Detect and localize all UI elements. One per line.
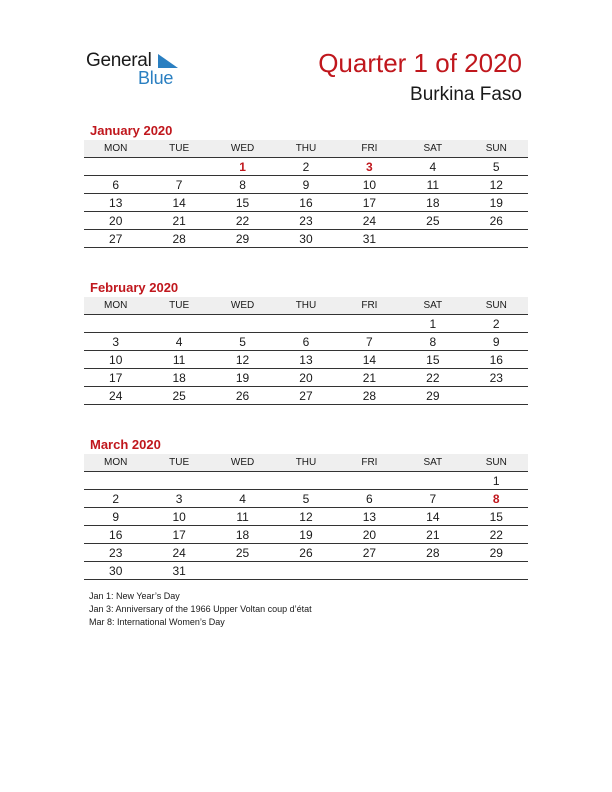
day-cell: 7 bbox=[338, 333, 401, 351]
empty-day-cell bbox=[211, 315, 274, 333]
day-cell: 18 bbox=[401, 194, 464, 212]
day-cell: 29 bbox=[465, 544, 528, 562]
day-cell: 3 bbox=[338, 158, 401, 176]
empty-day-cell bbox=[147, 472, 210, 490]
day-cell: 30 bbox=[84, 562, 147, 580]
day-cell: 6 bbox=[338, 490, 401, 508]
empty-day-cell bbox=[401, 562, 464, 580]
day-cell: 6 bbox=[84, 176, 147, 194]
day-cell: 6 bbox=[274, 333, 337, 351]
weekday-header: SAT bbox=[401, 454, 464, 472]
day-cell: 23 bbox=[465, 369, 528, 387]
day-cell: 3 bbox=[84, 333, 147, 351]
empty-day-cell bbox=[274, 315, 337, 333]
holiday-note: Mar 8: International Women’s Day bbox=[89, 617, 225, 627]
day-cell: 5 bbox=[211, 333, 274, 351]
logo-triangle-icon bbox=[156, 53, 180, 69]
logo bbox=[86, 50, 196, 90]
weekday-header: SUN bbox=[465, 454, 528, 472]
day-cell: 3 bbox=[147, 490, 210, 508]
holiday-notes bbox=[89, 590, 312, 629]
weekday-header: THU bbox=[274, 454, 337, 472]
day-cell: 4 bbox=[147, 333, 210, 351]
day-cell: 19 bbox=[465, 194, 528, 212]
weekday-header: WED bbox=[211, 140, 274, 158]
empty-day-cell bbox=[147, 315, 210, 333]
empty-day-cell bbox=[84, 315, 147, 333]
day-cell: 26 bbox=[211, 387, 274, 405]
month-block bbox=[84, 279, 528, 405]
empty-day-cell bbox=[211, 472, 274, 490]
day-cell: 2 bbox=[84, 490, 147, 508]
day-cell: 22 bbox=[401, 369, 464, 387]
week-row bbox=[84, 508, 528, 526]
day-cell: 20 bbox=[84, 212, 147, 230]
day-cell: 29 bbox=[211, 230, 274, 248]
day-cell: 21 bbox=[338, 369, 401, 387]
weekday-header: FRI bbox=[338, 297, 401, 315]
day-cell: 14 bbox=[147, 194, 210, 212]
day-cell: 25 bbox=[401, 212, 464, 230]
day-cell: 25 bbox=[211, 544, 274, 562]
week-row bbox=[84, 472, 528, 490]
day-cell: 2 bbox=[274, 158, 337, 176]
day-cell: 15 bbox=[401, 351, 464, 369]
week-row bbox=[84, 562, 528, 580]
day-cell: 24 bbox=[147, 544, 210, 562]
day-cell: 7 bbox=[401, 490, 464, 508]
month-block bbox=[84, 122, 528, 248]
day-cell: 13 bbox=[84, 194, 147, 212]
day-cell: 9 bbox=[84, 508, 147, 526]
day-cell: 23 bbox=[84, 544, 147, 562]
week-row bbox=[84, 230, 528, 248]
day-cell: 29 bbox=[401, 387, 464, 405]
day-cell: 5 bbox=[274, 490, 337, 508]
week-row bbox=[84, 369, 528, 387]
day-cell: 4 bbox=[211, 490, 274, 508]
month-title: February 2020 bbox=[90, 280, 179, 295]
weekday-header: SUN bbox=[465, 140, 528, 158]
day-cell: 22 bbox=[211, 212, 274, 230]
day-cell: 23 bbox=[274, 212, 337, 230]
day-cell: 26 bbox=[465, 212, 528, 230]
page-title: Quarter 1 of 2020 bbox=[318, 48, 522, 78]
empty-day-cell bbox=[401, 472, 464, 490]
day-cell: 18 bbox=[211, 526, 274, 544]
day-cell: 31 bbox=[147, 562, 210, 580]
day-cell: 21 bbox=[147, 212, 210, 230]
holiday-note: Jan 1: New Year’s Day bbox=[89, 591, 180, 601]
empty-day-cell bbox=[147, 158, 210, 176]
empty-day-cell bbox=[84, 158, 147, 176]
weekday-header: THU bbox=[274, 140, 337, 158]
empty-day-cell bbox=[401, 230, 464, 248]
day-cell: 2 bbox=[465, 315, 528, 333]
week-row bbox=[84, 158, 528, 176]
day-cell: 5 bbox=[465, 158, 528, 176]
weekday-header: MON bbox=[84, 297, 147, 315]
day-cell: 25 bbox=[147, 387, 210, 405]
day-cell: 13 bbox=[338, 508, 401, 526]
week-row bbox=[84, 212, 528, 230]
day-cell: 22 bbox=[465, 526, 528, 544]
empty-day-cell bbox=[338, 562, 401, 580]
day-cell: 27 bbox=[274, 387, 337, 405]
day-cell: 28 bbox=[338, 387, 401, 405]
day-cell: 27 bbox=[338, 544, 401, 562]
month-title: March 2020 bbox=[90, 437, 161, 452]
week-row bbox=[84, 490, 528, 508]
month-title: January 2020 bbox=[90, 123, 173, 138]
day-cell: 1 bbox=[211, 158, 274, 176]
day-cell: 16 bbox=[84, 526, 147, 544]
weekday-header: SAT bbox=[401, 140, 464, 158]
empty-day-cell bbox=[338, 315, 401, 333]
day-cell: 28 bbox=[401, 544, 464, 562]
week-row bbox=[84, 526, 528, 544]
day-cell: 12 bbox=[465, 176, 528, 194]
day-cell: 14 bbox=[401, 508, 464, 526]
day-cell: 24 bbox=[338, 212, 401, 230]
weekday-header: SAT bbox=[401, 297, 464, 315]
day-cell: 27 bbox=[84, 230, 147, 248]
weekday-header: WED bbox=[211, 297, 274, 315]
day-cell: 8 bbox=[401, 333, 464, 351]
day-cell: 19 bbox=[274, 526, 337, 544]
day-cell: 10 bbox=[84, 351, 147, 369]
month-grid bbox=[84, 140, 528, 248]
day-cell: 26 bbox=[274, 544, 337, 562]
month-grid bbox=[84, 454, 528, 580]
day-cell: 12 bbox=[274, 508, 337, 526]
day-cell: 18 bbox=[147, 369, 210, 387]
logo-blue-text: Blue bbox=[138, 68, 174, 88]
weekday-header: MON bbox=[84, 140, 147, 158]
weekday-header: TUE bbox=[147, 454, 210, 472]
day-cell: 15 bbox=[465, 508, 528, 526]
empty-day-cell bbox=[84, 472, 147, 490]
empty-day-cell bbox=[465, 230, 528, 248]
month-block bbox=[84, 436, 528, 580]
weekday-header: SUN bbox=[465, 297, 528, 315]
day-cell: 16 bbox=[465, 351, 528, 369]
day-cell: 13 bbox=[274, 351, 337, 369]
day-cell: 30 bbox=[274, 230, 337, 248]
day-cell: 9 bbox=[274, 176, 337, 194]
logo-general-text: General bbox=[86, 50, 152, 71]
day-cell: 24 bbox=[84, 387, 147, 405]
day-cell: 21 bbox=[401, 526, 464, 544]
month-grid bbox=[84, 297, 528, 405]
week-row bbox=[84, 315, 528, 333]
day-cell: 11 bbox=[211, 508, 274, 526]
day-cell: 8 bbox=[465, 490, 528, 508]
day-cell: 8 bbox=[211, 176, 274, 194]
day-cell: 17 bbox=[338, 194, 401, 212]
empty-day-cell bbox=[211, 562, 274, 580]
day-cell: 1 bbox=[465, 472, 528, 490]
country-name: Burkina Faso bbox=[410, 84, 522, 105]
day-cell: 17 bbox=[84, 369, 147, 387]
empty-day-cell bbox=[338, 472, 401, 490]
weekday-header: MON bbox=[84, 454, 147, 472]
week-row bbox=[84, 333, 528, 351]
day-cell: 10 bbox=[338, 176, 401, 194]
empty-day-cell bbox=[465, 562, 528, 580]
day-cell: 20 bbox=[274, 369, 337, 387]
day-cell: 11 bbox=[147, 351, 210, 369]
weekday-header: WED bbox=[211, 454, 274, 472]
day-cell: 1 bbox=[401, 315, 464, 333]
day-cell: 31 bbox=[338, 230, 401, 248]
day-cell: 4 bbox=[401, 158, 464, 176]
weekday-header: TUE bbox=[147, 140, 210, 158]
empty-day-cell bbox=[274, 472, 337, 490]
day-cell: 17 bbox=[147, 526, 210, 544]
day-cell: 28 bbox=[147, 230, 210, 248]
weekday-header: THU bbox=[274, 297, 337, 315]
weekday-header: FRI bbox=[338, 454, 401, 472]
day-cell: 14 bbox=[338, 351, 401, 369]
weekday-header: TUE bbox=[147, 297, 210, 315]
day-cell: 7 bbox=[147, 176, 210, 194]
holiday-note: Jan 3: Anniversary of the 1966 Upper Voltan coup d’état bbox=[89, 604, 312, 614]
week-row bbox=[84, 194, 528, 212]
week-row bbox=[84, 351, 528, 369]
day-cell: 10 bbox=[147, 508, 210, 526]
day-cell: 9 bbox=[465, 333, 528, 351]
day-cell: 11 bbox=[401, 176, 464, 194]
week-row bbox=[84, 176, 528, 194]
week-row bbox=[84, 387, 528, 405]
day-cell: 19 bbox=[211, 369, 274, 387]
empty-day-cell bbox=[465, 387, 528, 405]
empty-day-cell bbox=[274, 562, 337, 580]
day-cell: 15 bbox=[211, 194, 274, 212]
week-row bbox=[84, 544, 528, 562]
weekday-header: FRI bbox=[338, 140, 401, 158]
day-cell: 16 bbox=[274, 194, 337, 212]
day-cell: 20 bbox=[338, 526, 401, 544]
day-cell: 12 bbox=[211, 351, 274, 369]
